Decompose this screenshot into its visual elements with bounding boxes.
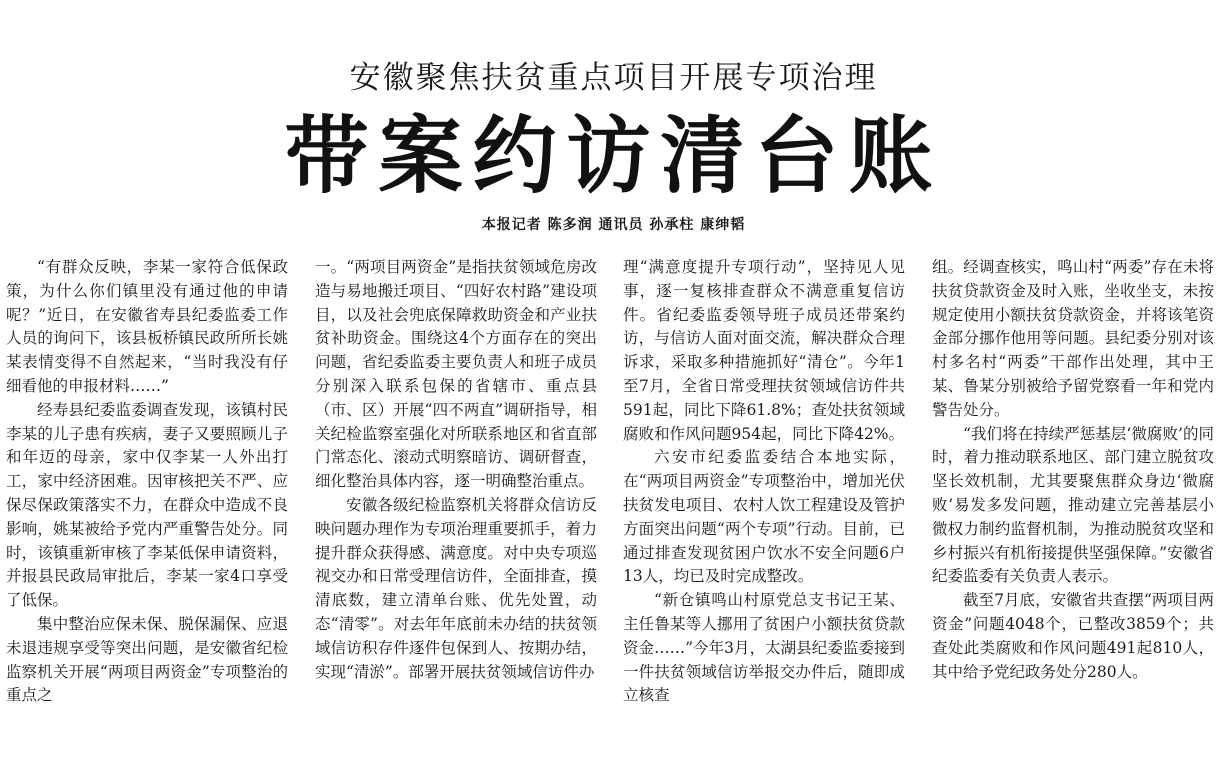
article-body — [6, 256, 1221, 771]
paragraph: 组。经调查核实，鸣山村“两委”存在未将扶贫贷款资金及时入账，坐收坐支，未按规定使用小额扶贫贷款资金，并将该笔资金部分挪作他用等问题。县纪委分别对该村多名村“两委”干部作出处理，其中王某、鲁某分别被给予留党察看一年和党内警告处分。 — [932, 258, 1214, 419]
paragraph: 一。“两项目两资金”是指扶贫领域危房改造与易地搬迁项目、“四好农村路”建设项目，以及社会兜底保障救助资金和产业扶贫补助资金。围绕这4个方面存在的突出问题，省纪委监委主要负责人和班子成员分别深入联系包保的省辖市、重点县（市、区）开展“四不两直”调研指导，相关纪检监察室强化对所联系地区和省直部门常态化、滚动式明察暗访、调研督查，细化整治具体内容，逐一明确整治重点。 — [315, 258, 597, 491]
article-headline: 带案约访清台账 — [284, 107, 943, 205]
text-column-3 — [623, 256, 905, 771]
paragraph: 集中整治应保未保、脱保漏保、应退未退违规享受等突出问题，是安徽省纪检监察机关开展“两项目两资金”专项整治的重点之 — [6, 614, 288, 705]
paragraph: “新仓镇鸣山村原党总支书记王某、主任鲁某等人挪用了贫困户小额扶贫贷款资金……”今年3月，太湖县纪委监委接到一件扶贫领域信访举报交办件后，随即成立核查 — [623, 591, 905, 705]
paragraph: 截至7月底，安徽省共查摆“两项目两资金”问题4048个，已整改3859个；共查处此类腐败和作风问题491起810人，其中给予党纪政务处分280人。 — [932, 591, 1214, 681]
paragraph: 经寿县纪委监委调查发现，该镇村民李某的儿子患有疾病，妻子又要照顾儿子和年迈的母亲，家中仅李某一人外出打工，家中经济困难。因审核把关不严、应保尽保政策落实不力，在群众中造成不良影响，姚某被给予党内严重警告处分。同时，该镇重新审核了李某低保申请资料，并报县民政局审批后，李某一家4口享受了低保。 — [6, 400, 288, 610]
paragraph: 理“满意度提升专项行动”，坚持见人见事，逐一复核排查群众不满意重复信访件。省纪委监委领导班子成员还带案约访，与信访人面对面交流，解决群众合理诉求，采取多种措施抓好“清仓”。今年1至7月，全省日常受理扶贫领域信访件共591起，同比下降61.8%；查处扶贫领域腐败和作风问题954起，同比下降42%。 — [623, 258, 905, 443]
text-column-4 — [932, 256, 1214, 771]
paragraph: 六安市纪委监委结合本地实际，在“两项目两资金”专项整治中，增加光伏扶贫发电项目、农村人饮工程建设及管护方面突出问题“两个专项”行动。目前，已通过排查发现贫困户饮水不安全问题6户13人，均已及时完成整改。 — [623, 448, 905, 586]
article-kicker: 安徽聚焦扶贫重点项目开展专项治理 — [349, 60, 878, 96]
paragraph: “有群众反映，李某一家符合低保政策，为什么你们镇里没有通过他的申请呢？”近日，在安徽省寿县纪委监委工作人员的询问下，该县板桥镇民政所所长姚某表情变得不自然起来，“当时我没有仔细看他的申报材料……” — [6, 258, 288, 395]
text-column-1 — [6, 256, 288, 771]
article-byline: 本报记者 陈多润 通讯员 孙承柱 康绅韬 — [481, 217, 746, 233]
paragraph: 安徽各级纪检监察机关将群众信访反映问题办理作为专项治理重要抓手，着力提升群众获得感、满意度。对中央专项巡视交办和日常受理信访件，全面排查，摸清底数，建立清单台账、优先处置，动态“清零”。对去年年底前未办结的扶贫领域信访积存件逐件包保到人、按期办结，实现“清淤”。部署开展扶贫领域信访件办 — [315, 495, 597, 681]
text-column-2 — [315, 256, 597, 771]
paragraph: “我们将在持续严惩基层‘微腐败’的同时，着力推动联系地区、部门建立脱贫攻坚长效机制，尤其要聚焦群众身边‘微腐败’易发多发问题，推动建立完善基层小微权力制约监督机制，为推动脱贫攻坚和乡村振兴有机衔接提供坚强保障。”安徽省纪委监委有关负责人表示。 — [932, 424, 1214, 586]
